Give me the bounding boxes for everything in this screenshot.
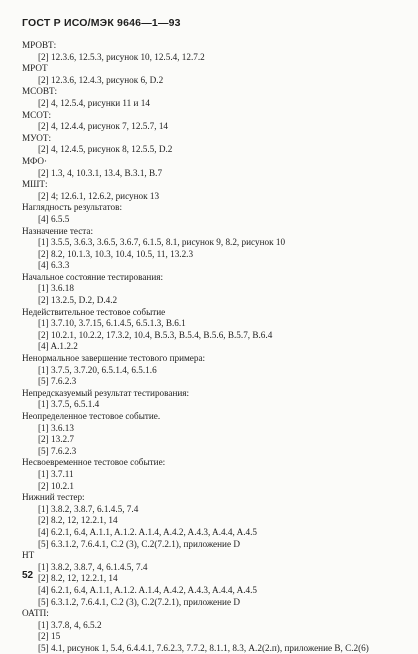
index-reference: [2] 10.2.1 [38,480,74,491]
index-reference: [5] 7.6.2.3 [38,376,77,387]
index-reference: [2] 8.2, 10.1.3, 10.3, 10.4, 10.5, 11, 13.2.3 [38,248,194,259]
index-reference: [2] 4; 12.6.1, 12.6.2, рисунок 13 [38,190,160,201]
index-term: Наглядность результатов: [22,202,122,213]
index-reference: [4] 6.2.1, 6.4, A.1.1, A.1.2. A.1.4, A.4.2, A.4.3, A.4.4, A.4.5 [38,526,257,537]
index-reference: [2] 13.2.5, D.2, D.4.2 [38,295,118,306]
index-reference: [2] 1.3, 4, 10.3.1, 13.4, В.3.1, В.7 [38,167,163,178]
index-reference: [2] 4, 12.4.4, рисунок 7, 12.5.7, 14 [38,121,169,132]
index-reference: [1] 3.8.2, 3.8.7, 6.1.4.5, 7.4 [38,503,139,514]
index-reference: [4] 6.2.1, 6.4, A.1.1, A.1.2. A.1.4, A.4.2, A.4.3, A.4.4, A.4.5 [38,584,257,595]
index-reference: [1] 3.8.2, 3.8.7, 4, 6.1.4.5, 7.4 [38,561,148,572]
index-reference: [1] 3.6.13 [38,422,74,433]
index-reference: [5] 4.1, рисунок 1, 5.4, 6.4.4.1, 7.6.2.3, 7.7.2, 8.1.1, 8.3, A.2(2.п), приложение В, С.2(6) [38,642,369,653]
index-reference: [1] 3.6.18 [38,283,74,294]
index-term: МСОТ: [22,109,52,120]
index-reference: [2] 13.2.7 [38,434,74,445]
index-term: МШТ: [22,179,48,190]
index-term: Начальное состояние тестирования: [22,271,164,282]
index-term: ОАТП: [22,608,49,619]
index-reference: [4] A.1.2.2 [38,341,78,352]
index-reference: [5] 6.3.1.2, 7.6.4.1, C.2 (3), C.2(7.2.1), приложение D [38,596,240,607]
index-reference: [2] 8.2, 12, 12.2.1, 14 [38,573,118,584]
index-reference: [1] 3.7.10, 3.7.15, 6.1.4.5, 6.5.1.3, В.6.1 [38,318,186,329]
index-term: Недействительное тестовое событие [22,306,166,317]
page-number: 52 [22,570,34,581]
index-reference: [2] 12.3.6, 12.5.3, рисунок 10, 12.5.4, 12.7.2 [38,51,205,62]
index-reference: [5] 6.3.1.2, 7.6.4.1, C.2 (3), C.2(7.2.1), приложение D [38,538,240,549]
index-reference: [1] 3.7.5, 6.5.1.4 [38,399,100,410]
page-header: ГОСТ Р ИСО/МЭК 9646—1—93 [22,17,181,29]
index-term: Несвоевременное тестовое событие: [22,457,166,468]
index-reference: [4] 6.5.5 [38,213,70,224]
index-reference: [2] 4, 12.4.5, рисунок 8, 12.5.5, D.2 [38,144,173,155]
index-term: Ненормальное завершение тестового примера: [22,353,206,364]
index-reference: [2] 12.3.6, 12.4.3, рисунок 6, D.2 [38,74,164,85]
index-term: МСОВТ: [22,86,58,97]
index-term: НТ [22,550,35,561]
index-reference: [5] 7.6.2.3 [38,445,77,456]
index-reference: [1] 3.7.5, 3.7.20, 6.5.1.4, 6.5.1.6 [38,364,157,375]
index-term: МУОТ: [22,132,52,143]
index-reference: [2] 8.2, 12, 12.2.1, 14 [38,515,118,526]
index-reference: [4] 6.3.3 [38,260,70,271]
index-reference: [2] 4, 12.5.4, рисунки 11 и 14 [38,97,150,108]
index-term: МРОТ [22,63,48,74]
index-reference: [2] 15 [38,631,61,642]
index-term: Непредсказуемый результат тестирования: [22,387,190,398]
index-term: МРОВТ: [22,40,57,50]
index-reference: [1] 3.7.8, 4, 6.5.2 [38,619,102,630]
index-content [22,40,407,654]
index-term: Нижний тестер: [22,492,85,503]
index-term: Неопределенное тестовое событие. [22,411,161,421]
index-reference: [1] 3.7.11 [38,468,74,479]
index-term: МФО· [22,155,48,166]
index-term: Назначение теста: [22,225,94,236]
index-reference: [2] 10.2.1, 10.2.2, 17.3.2, 10.4, В.5.3, В.5.4, В.5.6, В.5.7, В.6.4 [38,329,273,340]
index-reference: [1] 3.5.5, 3.6.3, 3.6.5, 3.6.7, 6.1.5, 8.1, рисунок 9, 8.2, рисунок 10 [38,237,286,248]
